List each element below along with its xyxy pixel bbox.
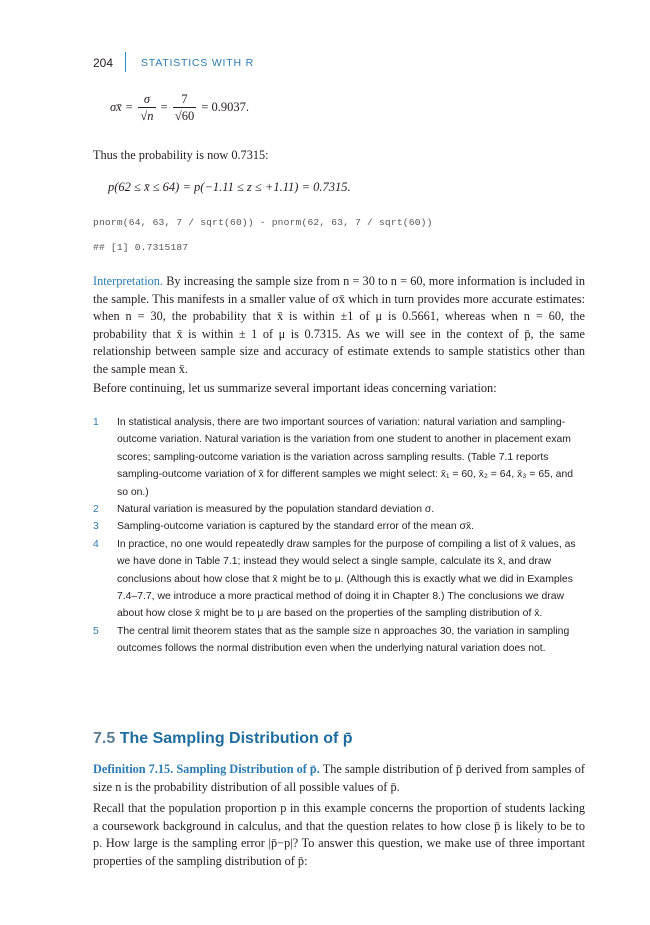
running-title: STATISTICS WITH R — [141, 57, 254, 69]
list-item-text: Sampling-outcome variation is captured by the standard error of the mean σx̄. — [117, 521, 474, 533]
section-heading — [93, 730, 353, 748]
list-item — [93, 536, 585, 623]
interpretation-paragraph — [93, 273, 585, 378]
definition-label: Definition 7.15. Sampling Distribution of p̄. — [93, 762, 320, 776]
fraction-sigma-over-root-n — [138, 92, 155, 124]
list-item-number: 1 — [93, 417, 99, 428]
list-item-text: In practice, no one would repeatedly draw samples for the purpose of compiling a list of x̄ values, as we have done in Table 7.1; instead they would select a single sample, calculate its x̄, and draw conclusions about how close that x̄ might be to μ. (Although this is exactly what we did in Examples 7.4–7.7, we introduce a more practical method of doing it in Chapter 8.) The conclusions we draw about how close x̄ might be to μ are based on the properties of the sampling distribution of x̄. — [117, 538, 576, 620]
section-number: 7.5 — [93, 730, 116, 747]
definition-paragraph — [93, 761, 585, 796]
list-item — [93, 623, 585, 658]
fraction-7-over-root-60 — [173, 92, 196, 124]
frac1-denominator: √n — [140, 109, 154, 123]
equals-sign: = — [160, 99, 168, 114]
list-item-text: In statistical analysis, there are two important sources of variation: natural variation and sampling-outcome variation. Natural variation is the variation from one student to another in placement exam scores; sampling-outcome variation is the variation across sampling results. (Table 7.1 reports sampling-outcome variation of x̄ for different samples we might select: x̄₁ = 60, x̄₂ = 64, x̄₃ = 65, and so on.) — [117, 417, 574, 498]
list-item — [93, 414, 585, 501]
standard-error-equation — [110, 92, 249, 124]
se-lhs: σx̄ = — [110, 99, 134, 114]
section-title: The Sampling Distribution of p̄ — [119, 730, 353, 747]
interpretation-label: Interpretation. — [93, 274, 163, 288]
summary-intro: Before continuing, let us summarize several important ideas concerning variation: — [93, 381, 497, 395]
list-item-number: 4 — [93, 538, 99, 550]
list-item — [93, 518, 585, 535]
frac2-numerator: 7 — [173, 92, 196, 108]
probability-equation: p(62 ≤ x̄ ≤ 64) = p(−1.11 ≤ z ≤ +1.11) = 0.7315. — [108, 180, 351, 194]
closing-paragraph: Recall that the population proportion p in this example concerns the proportion of students lacking a coursework background in calculus, and that the question relates to how close p̄ is likely to be to p. How large is the sampling error |p̄−p|? To answer this question, we make use of three important properties of the sampling distribution of p̄: — [93, 801, 585, 868]
variation-summary-list — [93, 414, 585, 658]
list-item-number: 2 — [93, 504, 99, 516]
frac1-numerator: σ — [138, 92, 155, 108]
page-number: 204 — [93, 56, 114, 70]
list-item — [93, 501, 585, 518]
r-code-command: pnorm(64, 63, 7 / sqrt(60)) - pnorm(62, 63, 7 / sqrt(60)) — [93, 217, 433, 228]
probability-intro: Thus the probability is now 0.7315: — [93, 148, 269, 162]
list-item-number: 3 — [93, 521, 99, 533]
list-item-text: The central limit theorem states that as the sample size n approaches 30, the variation in sampling outcomes follows the normal distribution even when the underlying natural variation does not. — [117, 625, 570, 655]
frac2-denominator: √60 — [174, 109, 195, 123]
interpretation-text: By increasing the sample size from n = 30 to n = 60, more information is included in the sample. This manifests in a smaller value of σx̄ which in turn provides more accurate estimates: when n = 30, the probability that x̄ is within ±1 of μ is 0.5661, whereas when n = 60, the probability that x̄ is within ± 1 of μ is 0.7315. As we will see in the context of p̄, the same relationship between sample size and accuracy of estimate extends to sample statistics other than the sample mean x̄. — [93, 274, 585, 376]
list-item-number: 5 — [93, 625, 99, 637]
se-result: = 0.9037. — [201, 99, 250, 114]
list-item-text: Natural variation is measured by the population standard deviation σ. — [117, 504, 435, 516]
definition-text: The sample distribution of p̄ derived from samples of size n is the probability distribution of all possible values of p̄. — [93, 762, 585, 794]
r-code-output: ## [1] 0.7315187 — [93, 242, 189, 253]
header-divider — [125, 52, 126, 72]
